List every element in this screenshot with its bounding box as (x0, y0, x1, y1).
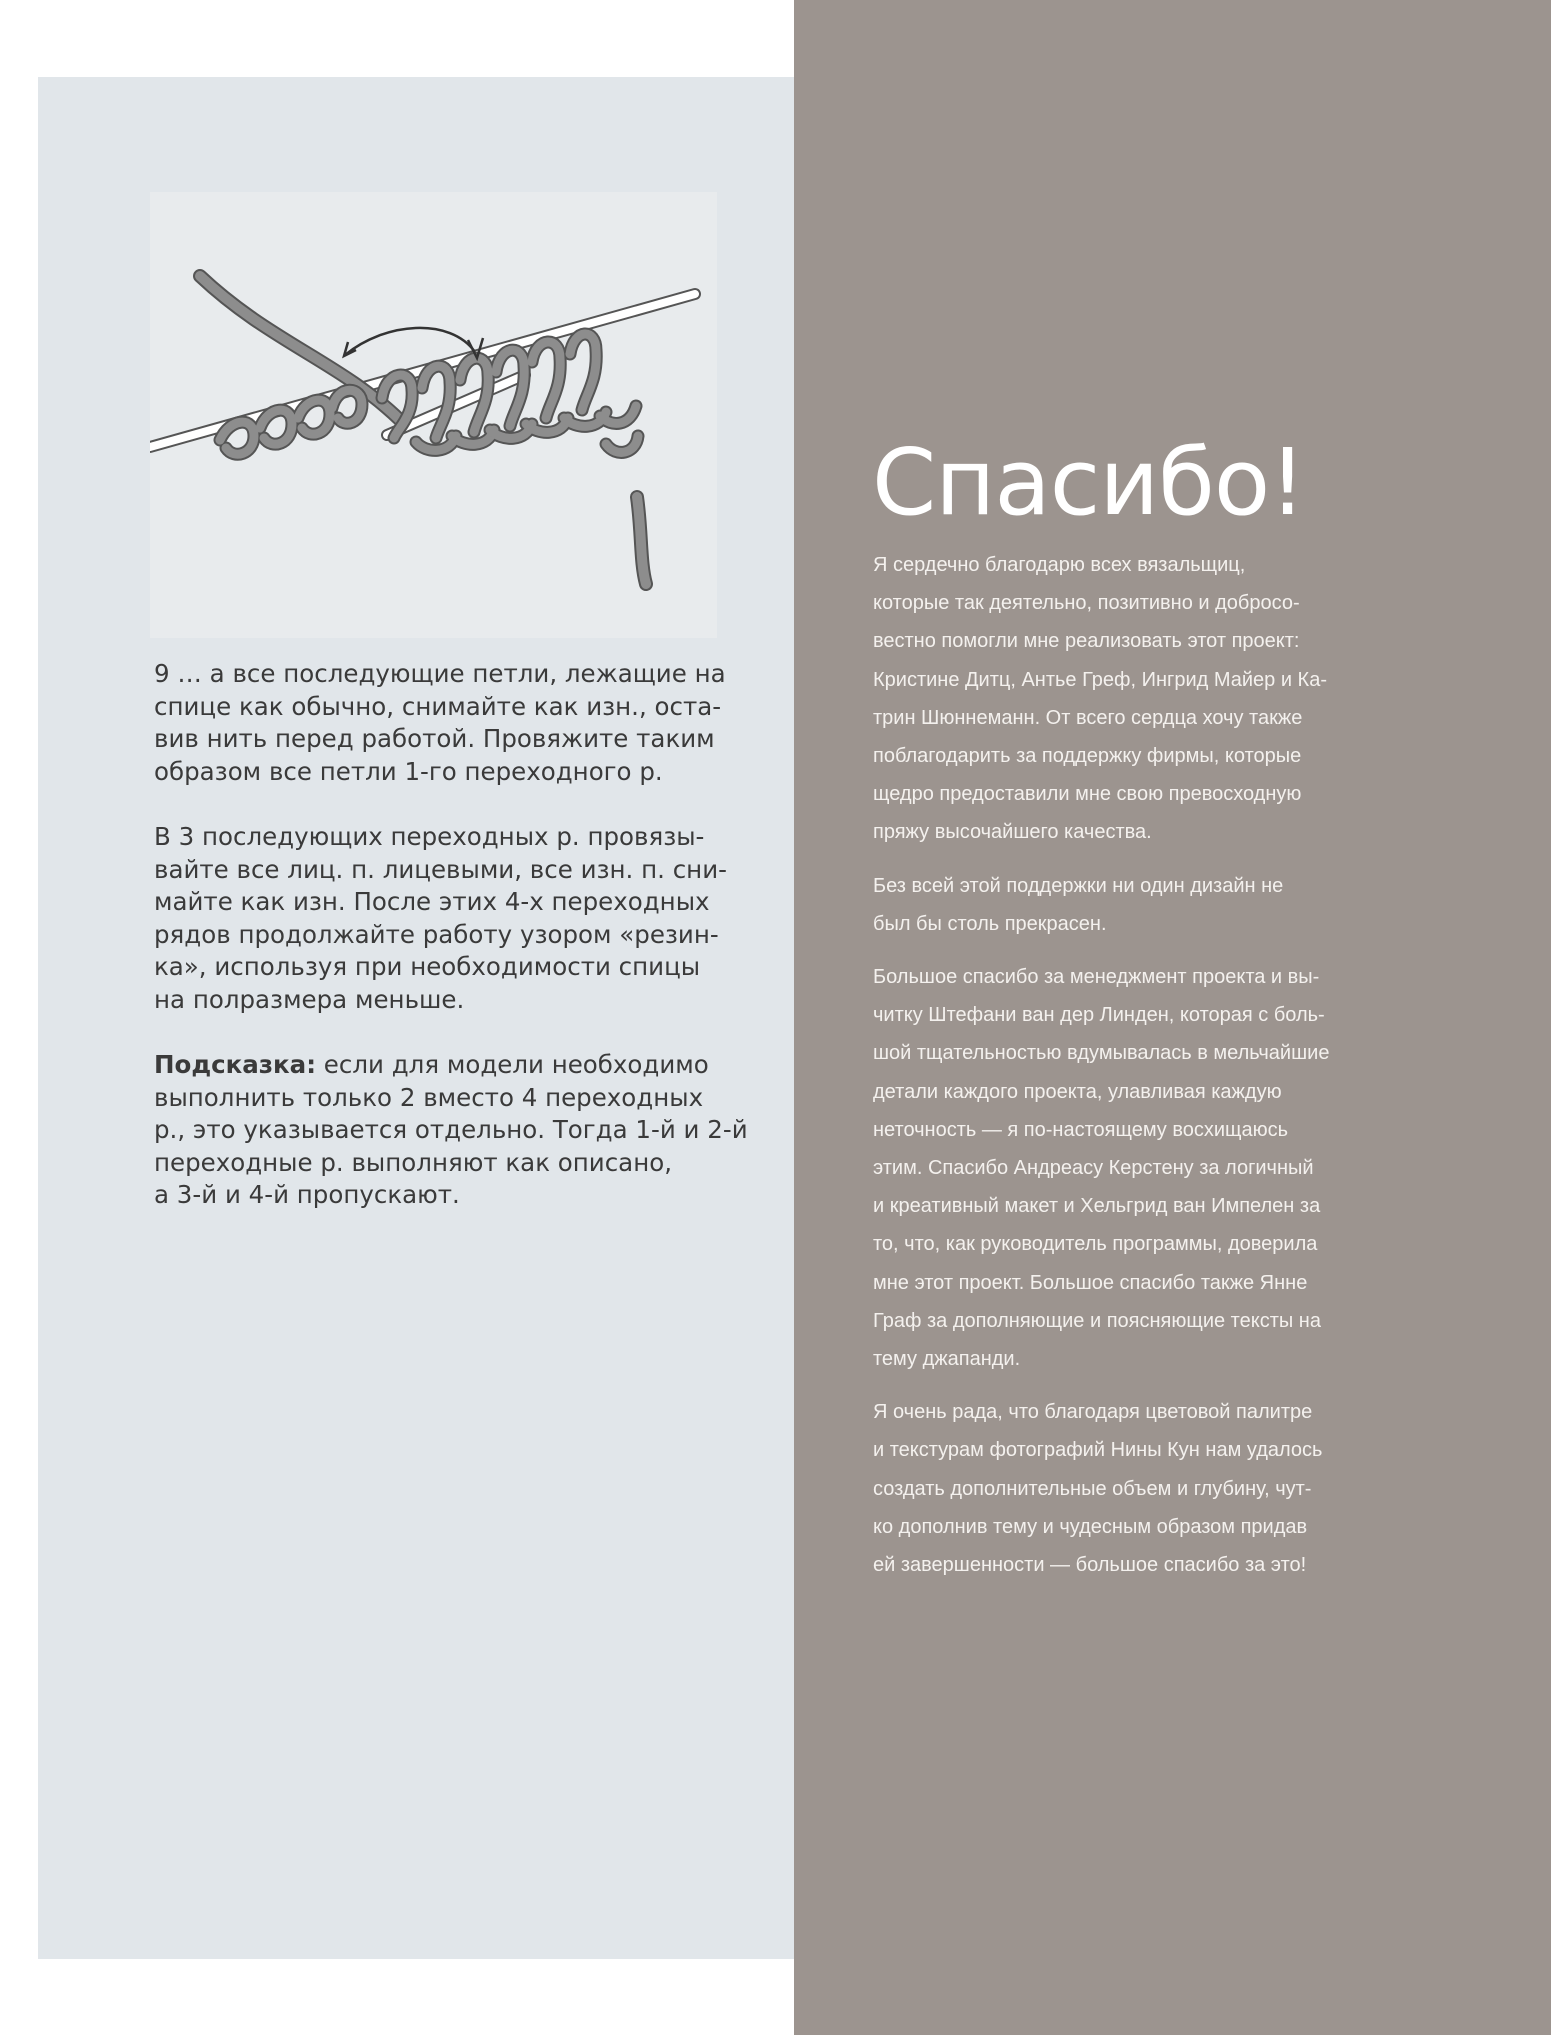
text-line: Я очень рада, что благодаря цветовой палитре (873, 1401, 1313, 1424)
text-line: на полразмера меньше. (154, 984, 465, 1014)
text-line: детали каждого проекта, улавливая каждую (873, 1080, 1282, 1103)
text-line: переходные р. выполняют как описано, (154, 1147, 672, 1177)
text-line: шой тщательностью вдумывалась в мельчайшие (873, 1042, 1330, 1065)
text-line: и креативный макет и Хельгрид ван Импелен за (873, 1195, 1321, 1218)
hint-paragraph (154, 1049, 748, 1212)
text-line: вестно помогли мне реализовать этот проект: (873, 630, 1300, 653)
text-line: вив нить перед работой. Провяжите таким (154, 724, 715, 753)
acknowledgements-paragraph (873, 958, 1393, 1378)
text-line: то, что, как руководитель программы, доверила (873, 1233, 1318, 1256)
text-line: создать дополнительные объем и глубину, чут- (873, 1477, 1312, 1500)
text-line: р., это указывается отдельно. Тогда 1-й и 2-й (154, 1115, 748, 1144)
acknowledgements-paragraph (873, 546, 1393, 852)
text-line: Граф за дополняющие и поясняющие тексты на (873, 1309, 1321, 1332)
text-line: ей завершенности — большое спасибо за это! (873, 1554, 1307, 1577)
instructions-text (154, 658, 748, 1245)
text-line: Без всей этой поддержки ни один дизайн не (873, 874, 1284, 897)
text-line: рядов продолжайте работу узором «резин- (154, 919, 719, 949)
stitch-loops (220, 334, 638, 454)
text-line: и текстурам фотографий Нины Кун нам удалось (873, 1439, 1323, 1462)
text-line: этим. Спасибо Андреасу Керстену за логичный (873, 1157, 1314, 1180)
text-line: Я сердечно благодарю всех вязальщиц, (873, 554, 1246, 576)
acknowledgements-text (873, 546, 1393, 1599)
text-line: 9 … а все последующие петли, лежащие на (154, 659, 726, 688)
text-line: Кристине Дитц, Антье Греф, Ингрид Майер и Ка- (873, 668, 1327, 691)
text-line: Большое спасибо за менеджмент проекта и вы- (873, 966, 1320, 989)
text-line: тему джапанди. (873, 1348, 1021, 1371)
text-line: майте как изн. После этих 4-х переходных (154, 887, 710, 916)
text-line: которые так деятельно, позитивно и добросо- (873, 592, 1300, 615)
acknowledgements-paragraph (873, 1393, 1393, 1584)
text-line: читку Штефани ван дер Линден, которая с боль- (873, 1004, 1325, 1027)
text-line: щедро предоставили мне свою превосходную (873, 783, 1302, 806)
step-9-paragraph (154, 658, 734, 788)
hint-text: если для модели необходимо (316, 1050, 709, 1079)
hint-label: Подсказка: (154, 1050, 317, 1079)
text-line: В 3 последующих переходных р. провязы- (154, 822, 705, 851)
text-line: был бы столь прекрасен. (873, 912, 1107, 935)
text-line: ко дополнив тему и чудесным образом придав (873, 1515, 1308, 1538)
text-line: образом все петли 1-го переходного р. (154, 756, 663, 786)
text-line: ка», используя при необходимости спицы (154, 952, 701, 981)
text-line: поблагодарить за поддержку фирмы, которые (873, 745, 1302, 768)
text-line: мне этот проект. Большое спасибо также Янне (873, 1271, 1308, 1294)
knitting-needles-illustration (150, 192, 717, 638)
text-line: неточность — я по-настоящему восхищаюсь (873, 1118, 1289, 1141)
text-line: вайте все лиц. п. лицевыми, все изн. п. сни- (154, 854, 727, 884)
knitting-illustration (150, 192, 717, 638)
text-line: а 3-й и 4-й пропускают. (154, 1180, 460, 1209)
page-title: Спасибо! (872, 429, 1306, 536)
text-line (154, 1049, 734, 1082)
text-line: выполнить только 2 вместо 4 переходных (154, 1082, 704, 1112)
text-line: пряжу высочайшего качества. (873, 821, 1152, 844)
transition-rows-paragraph (154, 821, 734, 1016)
text-line: спице как обычно, снимайте как изн., оста- (154, 691, 722, 721)
text-line: трин Шюннеманн. От всего сердца хочу также (873, 706, 1303, 729)
acknowledgements-paragraph (873, 867, 1393, 943)
